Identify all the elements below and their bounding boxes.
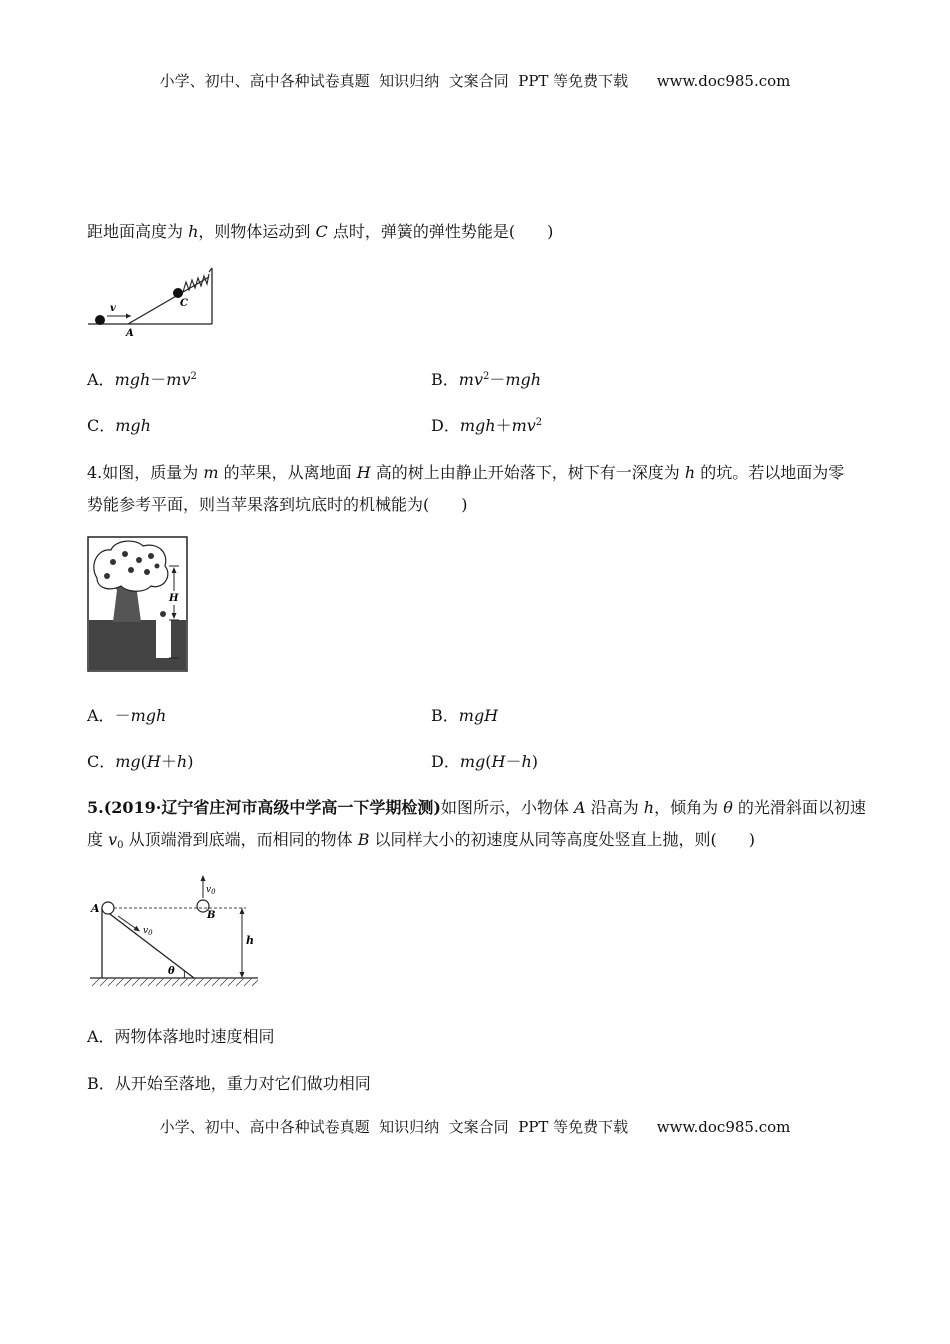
ground-right bbox=[171, 620, 186, 670]
pit-bottom bbox=[156, 658, 171, 670]
falling-apple bbox=[160, 611, 166, 617]
label-H: H bbox=[169, 593, 179, 604]
q4-option-a[interactable]: A．－mgh bbox=[87, 706, 167, 725]
object-a bbox=[102, 902, 114, 914]
ball-on-incline bbox=[173, 288, 183, 298]
label-a: A bbox=[126, 328, 134, 339]
ground-left bbox=[89, 620, 156, 670]
q3-option-a[interactable]: A．$mgh-mv^2$ bbox=[87, 370, 197, 389]
label-h: h bbox=[246, 934, 254, 947]
label-B: B bbox=[207, 910, 216, 921]
label-v0-b: $v_0$ bbox=[206, 885, 216, 896]
q4-option-d[interactable]: D．mg(H－h) bbox=[431, 752, 539, 771]
q5-option-a[interactable]: A．两物体落地时速度相同 bbox=[87, 1027, 275, 1046]
ground-hatching bbox=[92, 978, 258, 986]
q5-figure-incline-projectile bbox=[88, 870, 263, 992]
q5-stem-line2: 度 $v_0$ 从顶端滑到底端，而相同的物体 B 以同样大小的初速度从同等高度处竖直上抛，则( ) bbox=[87, 830, 756, 851]
q4-option-c[interactable]: C．mg(H＋h) bbox=[87, 752, 194, 771]
q3-figure-incline-spring bbox=[88, 262, 223, 340]
q3-option-c[interactable]: C．mgh bbox=[87, 416, 151, 435]
incline-surface bbox=[102, 908, 194, 978]
q5-option-b[interactable]: B．从开始至落地，重力对它们做功相同 bbox=[87, 1074, 371, 1093]
label-v0-a: $v_0$ bbox=[143, 926, 153, 937]
angle-arc bbox=[184, 971, 185, 978]
q4-stem-line1: 4.如图，质量为 m 的苹果，从离地面 H 高的树上由静止开始落下，树下有一深度为 h 的坑。若以地面为零 bbox=[87, 463, 845, 482]
label-v: v bbox=[110, 303, 116, 314]
page-footer: 小学、初中、高中各种试卷真题 知识归纳 文案合同 PPT 等免费下载 www.doc985.com bbox=[159, 1118, 791, 1136]
label-c: C bbox=[180, 298, 188, 309]
label-theta: θ bbox=[168, 966, 175, 977]
page-header: 小学、初中、高中各种试卷真题 知识归纳 文案合同 PPT 等免费下载 www.doc985.com bbox=[159, 72, 791, 90]
q5-source: (2019·辽宁省庄河市高级中学高一下学期检测) bbox=[103, 798, 441, 817]
label-A: A bbox=[91, 902, 100, 915]
ball-on-ground bbox=[95, 315, 105, 325]
q5-stem-line1: 5.(2019·辽宁省庄河市高级中学高一下学期检测)如图所示，小物体 A 沿高为 h，倾角为 θ 的光滑斜面以初速 bbox=[87, 798, 866, 817]
q3-option-b[interactable]: B．$mv^2-mgh$ bbox=[431, 370, 542, 389]
q4-option-b[interactable]: B．mgH bbox=[431, 706, 499, 725]
label-h: h bbox=[160, 635, 168, 646]
q4-stem-line2: 势能参考平面，则当苹果落到坑底时的机械能为( ) bbox=[87, 495, 468, 514]
incline-surface bbox=[128, 277, 209, 324]
q3-stem: 距地面高度为 h，则物体运动到 C 点时，弹簧的弹性势能是( ) bbox=[87, 222, 554, 241]
q4-figure-apple-tree bbox=[87, 536, 188, 673]
q3-option-d[interactable]: D．$mgh+mv^2$ bbox=[431, 416, 543, 435]
